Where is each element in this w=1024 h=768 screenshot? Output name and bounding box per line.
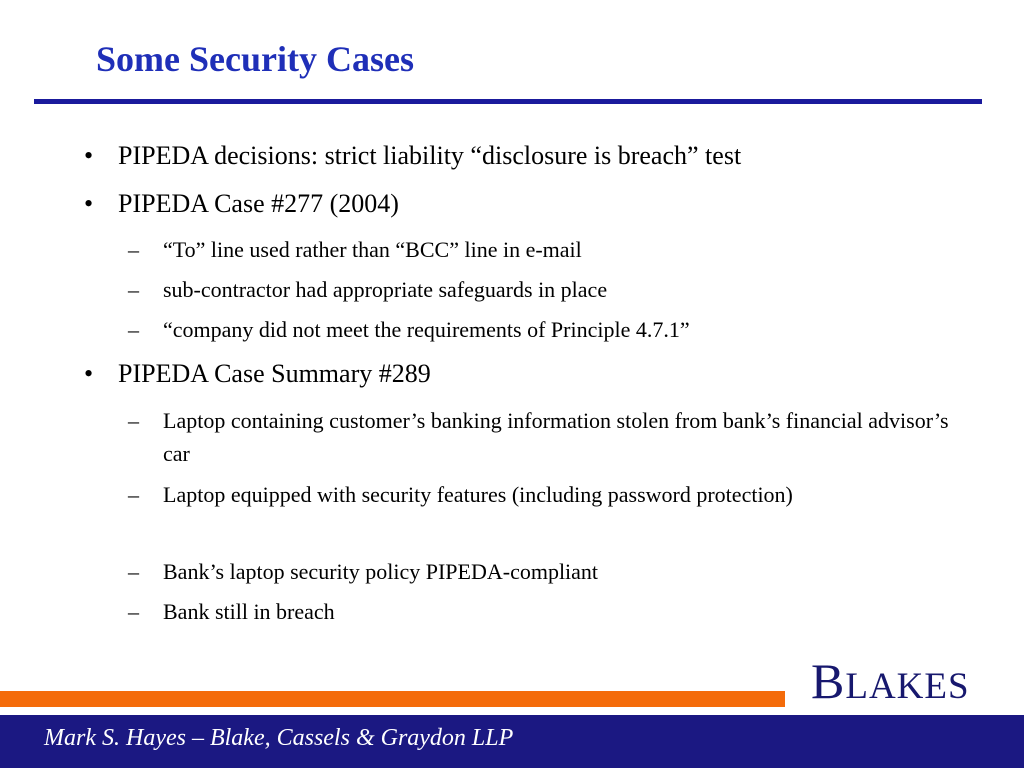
bullet-marker: • bbox=[84, 141, 94, 170]
sub-bullet-to-line bbox=[128, 233, 978, 266]
bullet-marker: • bbox=[84, 359, 94, 388]
sub-bullet-marker: – bbox=[128, 559, 139, 584]
sub-bullet-text: “To” line used rather than “BCC” line in e-mail bbox=[163, 237, 582, 262]
blakes-logo bbox=[811, 653, 970, 709]
sub-bullet-text: Bank’s laptop security policy PIPEDA-compliant bbox=[163, 559, 599, 584]
accent-bar bbox=[0, 691, 785, 707]
sub-bullet-laptop-security bbox=[128, 478, 978, 511]
sub-bullet-still-in-breach bbox=[128, 595, 978, 628]
sub-bullet-laptop-stolen bbox=[128, 404, 978, 470]
bullet-marker: • bbox=[84, 189, 94, 218]
sub-bullet-text: sub-contractor had appropriate safeguards in place bbox=[163, 277, 608, 302]
sub-bullet-marker: – bbox=[128, 482, 139, 507]
sub-bullet-policy-compliant bbox=[128, 555, 978, 588]
sub-bullet-principle bbox=[128, 313, 978, 346]
sub-bullet-text: “company did not meet the requirements of Principle 4.7.1” bbox=[163, 317, 690, 342]
sub-bullet-marker: – bbox=[128, 277, 139, 302]
sub-bullet-marker: – bbox=[128, 237, 139, 262]
sub-bullet-text: Bank still in breach bbox=[163, 599, 335, 624]
sub-bullet-text: Laptop equipped with security features (including password protection) bbox=[163, 482, 793, 507]
sub-bullet-subcontractor bbox=[128, 273, 978, 306]
sub-bullet-marker: – bbox=[128, 408, 139, 433]
sub-bullet-text: Laptop containing customer’s banking information stolen from bank’s financial advisor’s car bbox=[163, 408, 949, 466]
sub-bullet-marker: – bbox=[128, 599, 139, 624]
footer-band bbox=[0, 715, 1024, 768]
logo-initial: B bbox=[811, 653, 846, 709]
footer-text: Mark S. Hayes – Blake, Cassels & Graydon LLP bbox=[44, 725, 514, 751]
logo-rest: LAKES bbox=[845, 666, 970, 707]
bullet-text: PIPEDA decisions: strict liability “disclosure is breach” test bbox=[118, 141, 742, 170]
bullet-text: PIPEDA Case Summary #289 bbox=[118, 359, 431, 388]
slide-title: Some Security Cases bbox=[96, 39, 414, 79]
bullet-text: PIPEDA Case #277 (2004) bbox=[118, 189, 399, 218]
sub-bullet-marker: – bbox=[128, 317, 139, 342]
